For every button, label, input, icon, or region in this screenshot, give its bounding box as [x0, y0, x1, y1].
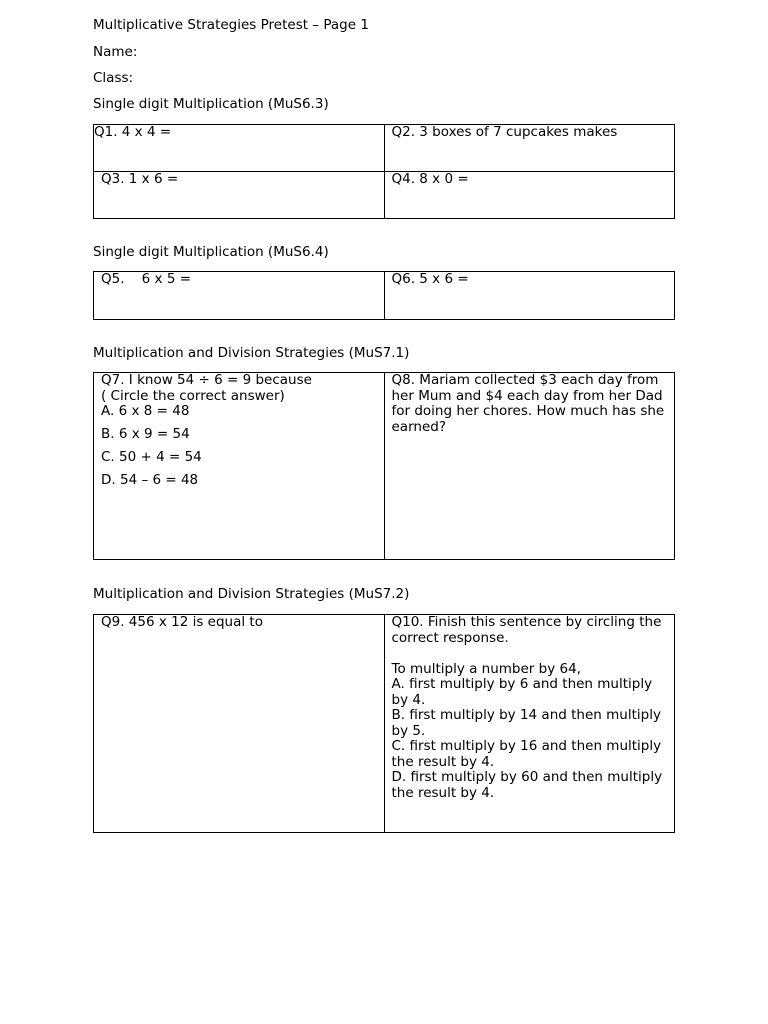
question-text: Q10. Finish this sentence by circling the correct response.: [391, 614, 662, 646]
question-text: Q6. 5 x 6 =: [391, 271, 469, 287]
section-heading-mus64: Single digit Multiplication (MuS6.4): [93, 244, 329, 260]
question-text: Q8. Mariam collected $3 each day from her Mum and $4 each day from her Dad for doing her chores. How much has she earned?: [391, 372, 665, 435]
question-cell-q1: [94, 125, 385, 172]
answer-option-c: C. 50 + 4 = 54: [101, 449, 202, 465]
question-cell-q7: [94, 373, 385, 560]
page-title: Multiplicative Strategies Pretest – Page 1: [93, 17, 369, 33]
question-table-mus64: [93, 271, 675, 320]
answer-option-d: D. 54 – 6 = 48: [101, 472, 199, 488]
answer-option-d: D. first multiply by 60 and then multiply the result by 4.: [391, 769, 663, 801]
question-table-mus72: [93, 614, 675, 833]
question-cell-q9: [94, 615, 385, 833]
section-heading-mus71: Multiplication and Division Strategies (MuS7.1): [93, 345, 410, 361]
question-cell-q8: [384, 373, 675, 560]
question-text: Q4. 8 x 0 =: [391, 171, 469, 187]
question-table-mus63: [93, 124, 675, 219]
question-instruction: ( Circle the correct answer): [101, 387, 285, 404]
answer-option-a: A. 6 x 8 = 48: [101, 403, 190, 419]
name-label: Name:: [93, 44, 138, 60]
question-stem: To multiply a number by 64,: [391, 660, 581, 677]
question-text: Q7. I know 54 ÷ 6 = 9 because: [101, 372, 312, 388]
question-table-mus71: [93, 372, 675, 560]
question-cell-q6: [384, 272, 675, 320]
answer-option-c: C. first multiply by 16 and then multiply the result by 4.: [391, 738, 662, 770]
class-label: Class:: [93, 70, 134, 86]
question-cell-q5: [94, 272, 385, 320]
question-text: Q5. 6 x 5 =: [101, 271, 192, 287]
spacer: [392, 646, 668, 662]
question-text: Q9. 456 x 12 is equal to: [101, 614, 263, 630]
question-text: Q3. 1 x 6 =: [101, 171, 179, 187]
question-cell-q10: [384, 615, 675, 833]
answer-option-b: B. first multiply by 14 and then multiply by 5.: [391, 707, 661, 739]
question-text: Q2. 3 boxes of 7 cupcakes makes: [391, 124, 618, 140]
question-cell-q3: [94, 172, 385, 219]
question-cell-q2: [384, 125, 675, 172]
question-cell-q4: [384, 172, 675, 219]
question-text: Q1. 4 x 4 =: [94, 124, 172, 140]
section-heading-mus63: Single digit Multiplication (MuS6.3): [93, 96, 329, 112]
answer-option-b: B. 6 x 9 = 54: [101, 426, 190, 442]
section-heading-mus72: Multiplication and Division Strategies (MuS7.2): [93, 586, 410, 602]
answer-option-a: A. first multiply by 6 and then multiply by 4.: [391, 676, 653, 708]
